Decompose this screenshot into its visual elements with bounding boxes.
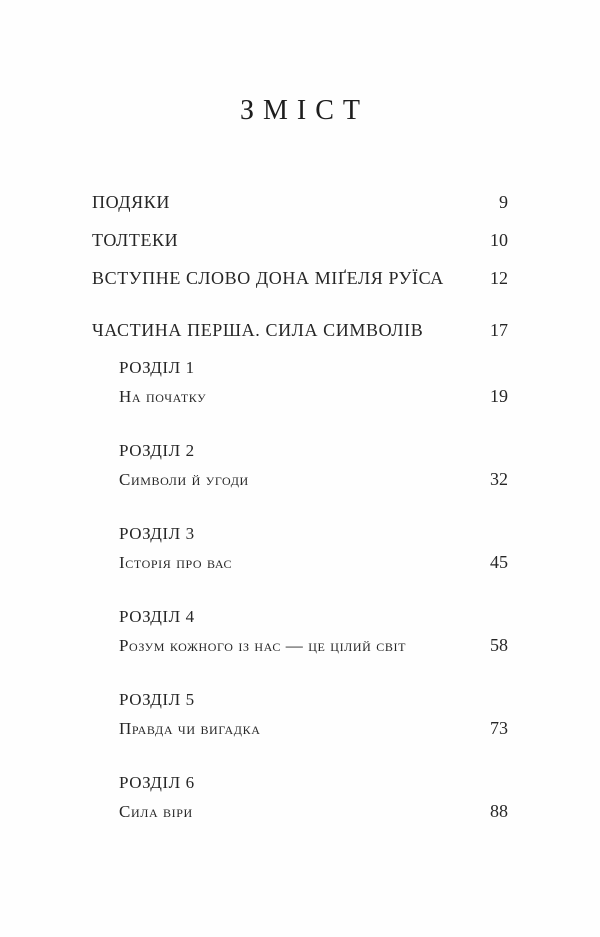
chapter-title: Сила віри bbox=[119, 802, 193, 821]
chapter-title-row bbox=[119, 552, 508, 574]
toc-entry-page-number: 10 bbox=[490, 230, 508, 250]
toc-part-heading bbox=[92, 319, 508, 341]
toc-chapter-1 bbox=[119, 357, 508, 408]
chapter-title-row bbox=[119, 801, 508, 823]
toc-entry-label: ТОЛТЕКИ bbox=[92, 230, 179, 250]
toc-chapter-2 bbox=[119, 440, 508, 491]
toc-entry-foreword bbox=[92, 267, 508, 289]
toc-entry-page-number: 12 bbox=[490, 268, 508, 288]
toc-entry-label: ПОДЯКИ bbox=[92, 192, 170, 212]
chapter-page-number: 19 bbox=[490, 386, 508, 406]
chapter-heading: РОЗДІЛ 6 bbox=[119, 773, 195, 792]
chapter-page-number: 88 bbox=[490, 801, 508, 821]
toc-entry-acknowledgements bbox=[92, 191, 508, 213]
chapter-title: Правда чи вигадка bbox=[119, 719, 261, 738]
chapter-page-number: 45 bbox=[490, 552, 508, 572]
chapter-title: Історія про вас bbox=[119, 553, 233, 572]
part-page-number: 17 bbox=[490, 320, 508, 340]
chapter-page-number: 73 bbox=[490, 718, 508, 738]
toc-entry-page-number: 9 bbox=[499, 192, 508, 212]
toc-chapter-5 bbox=[119, 689, 508, 740]
toc-chapter-4 bbox=[119, 606, 508, 657]
table-of-contents bbox=[92, 191, 508, 823]
chapter-heading: РОЗДІЛ 1 bbox=[119, 358, 195, 377]
toc-chapter-3 bbox=[119, 523, 508, 574]
toc-entry-toltecs bbox=[92, 229, 508, 251]
chapter-title-row bbox=[119, 469, 508, 491]
chapter-title: Розум кожного із нас — це цілий світ bbox=[119, 636, 407, 655]
chapter-title-row bbox=[119, 635, 508, 657]
chapter-heading: РОЗДІЛ 2 bbox=[119, 441, 195, 460]
chapter-page-number: 32 bbox=[490, 469, 508, 489]
chapter-title: На початку bbox=[119, 387, 207, 406]
chapter-heading: РОЗДІЛ 3 bbox=[119, 524, 195, 543]
chapter-page-number: 58 bbox=[490, 635, 508, 655]
chapter-title: Символи й угоди bbox=[119, 470, 249, 489]
chapter-title-row bbox=[119, 718, 508, 740]
toc-chapter-6 bbox=[119, 772, 508, 823]
chapter-title-row bbox=[119, 386, 508, 408]
chapter-heading: РОЗДІЛ 5 bbox=[119, 690, 195, 709]
chapter-heading: РОЗДІЛ 4 bbox=[119, 607, 195, 626]
part-label: ЧАСТИНА ПЕРША. СИЛА СИМВОЛІВ bbox=[92, 320, 424, 340]
page-title: ЗМІСТ bbox=[239, 95, 370, 126]
toc-entry-label: ВСТУПНЕ СЛОВО ДОНА МІҐЕЛЯ РУЇСА bbox=[92, 268, 444, 288]
